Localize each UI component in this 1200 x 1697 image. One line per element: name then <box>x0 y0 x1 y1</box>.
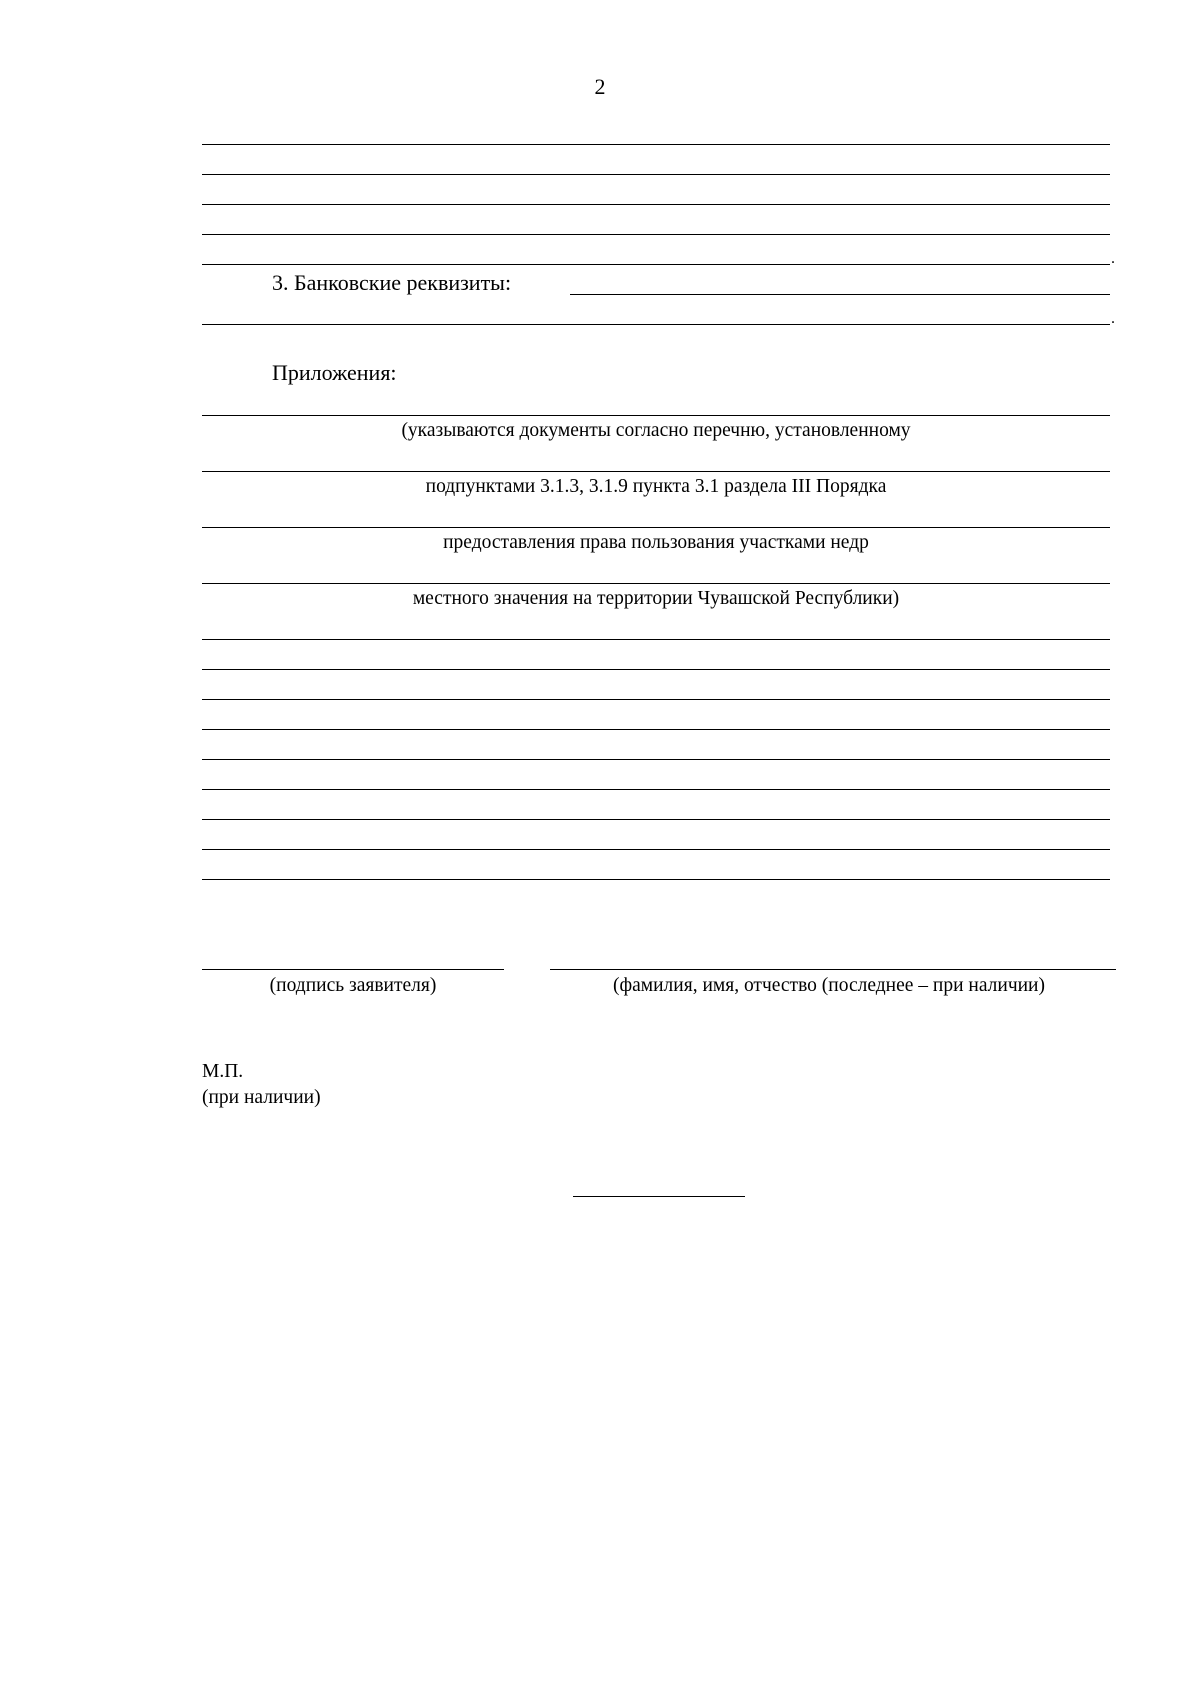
signature-line[interactable] <box>202 969 504 970</box>
blank-line-appendix-7[interactable] <box>202 819 1110 820</box>
top-section-end-mark: . <box>1111 250 1115 267</box>
appendix-note-line-1: (указываются документы согласно перечню, установленному <box>401 420 911 441</box>
bank-details-label: 3. Банковские реквизиты: <box>272 270 512 295</box>
blank-line-appendix-4[interactable] <box>202 729 1110 730</box>
page-number: 2 <box>594 74 606 99</box>
blank-line-appendix-3[interactable] <box>202 699 1110 700</box>
blank-line-appendix-8[interactable] <box>202 849 1110 850</box>
blank-line-appendix-2[interactable] <box>202 669 1110 670</box>
appendix-line-1[interactable] <box>202 415 1110 416</box>
signature-caption: (подпись заявителя) <box>269 975 437 996</box>
blank-line-appendix-5[interactable] <box>202 759 1110 760</box>
appendix-line-2[interactable] <box>202 471 1110 472</box>
blank-line-top-3[interactable] <box>202 204 1110 205</box>
bank-details-field-2[interactable] <box>202 324 1110 325</box>
appendix-line-3[interactable] <box>202 527 1110 528</box>
appendix-label: Приложения: <box>272 360 397 385</box>
blank-line-top-1[interactable] <box>202 144 1110 145</box>
closing-rule <box>573 1196 745 1197</box>
stamp-label: М.П. <box>202 1061 244 1082</box>
appendix-note-line-4: местного значения на территории Чувашской Республики) <box>412 588 900 609</box>
bank-details-end-mark: . <box>1111 310 1115 327</box>
appendix-note-line-3: предоставления права пользования участками недр <box>443 532 869 553</box>
blank-line-top-4[interactable] <box>202 234 1110 235</box>
full-name-caption: (фамилия, имя, отчество (последнее – при наличии) <box>613 975 1045 996</box>
full-name-line[interactable] <box>550 969 1116 970</box>
blank-line-appendix-9[interactable] <box>202 879 1110 880</box>
blank-line-appendix-1[interactable] <box>202 639 1110 640</box>
blank-line-top-5[interactable] <box>202 264 1110 265</box>
appendix-note-line-2: подпунктами 3.1.3, 3.1.9 пункта 3.1 раздела III Порядка <box>425 476 887 497</box>
appendix-line-4[interactable] <box>202 583 1110 584</box>
bank-details-field[interactable] <box>570 294 1110 295</box>
blank-line-appendix-6[interactable] <box>202 789 1110 790</box>
blank-line-top-2[interactable] <box>202 174 1110 175</box>
stamp-note: (при наличии) <box>202 1087 321 1108</box>
